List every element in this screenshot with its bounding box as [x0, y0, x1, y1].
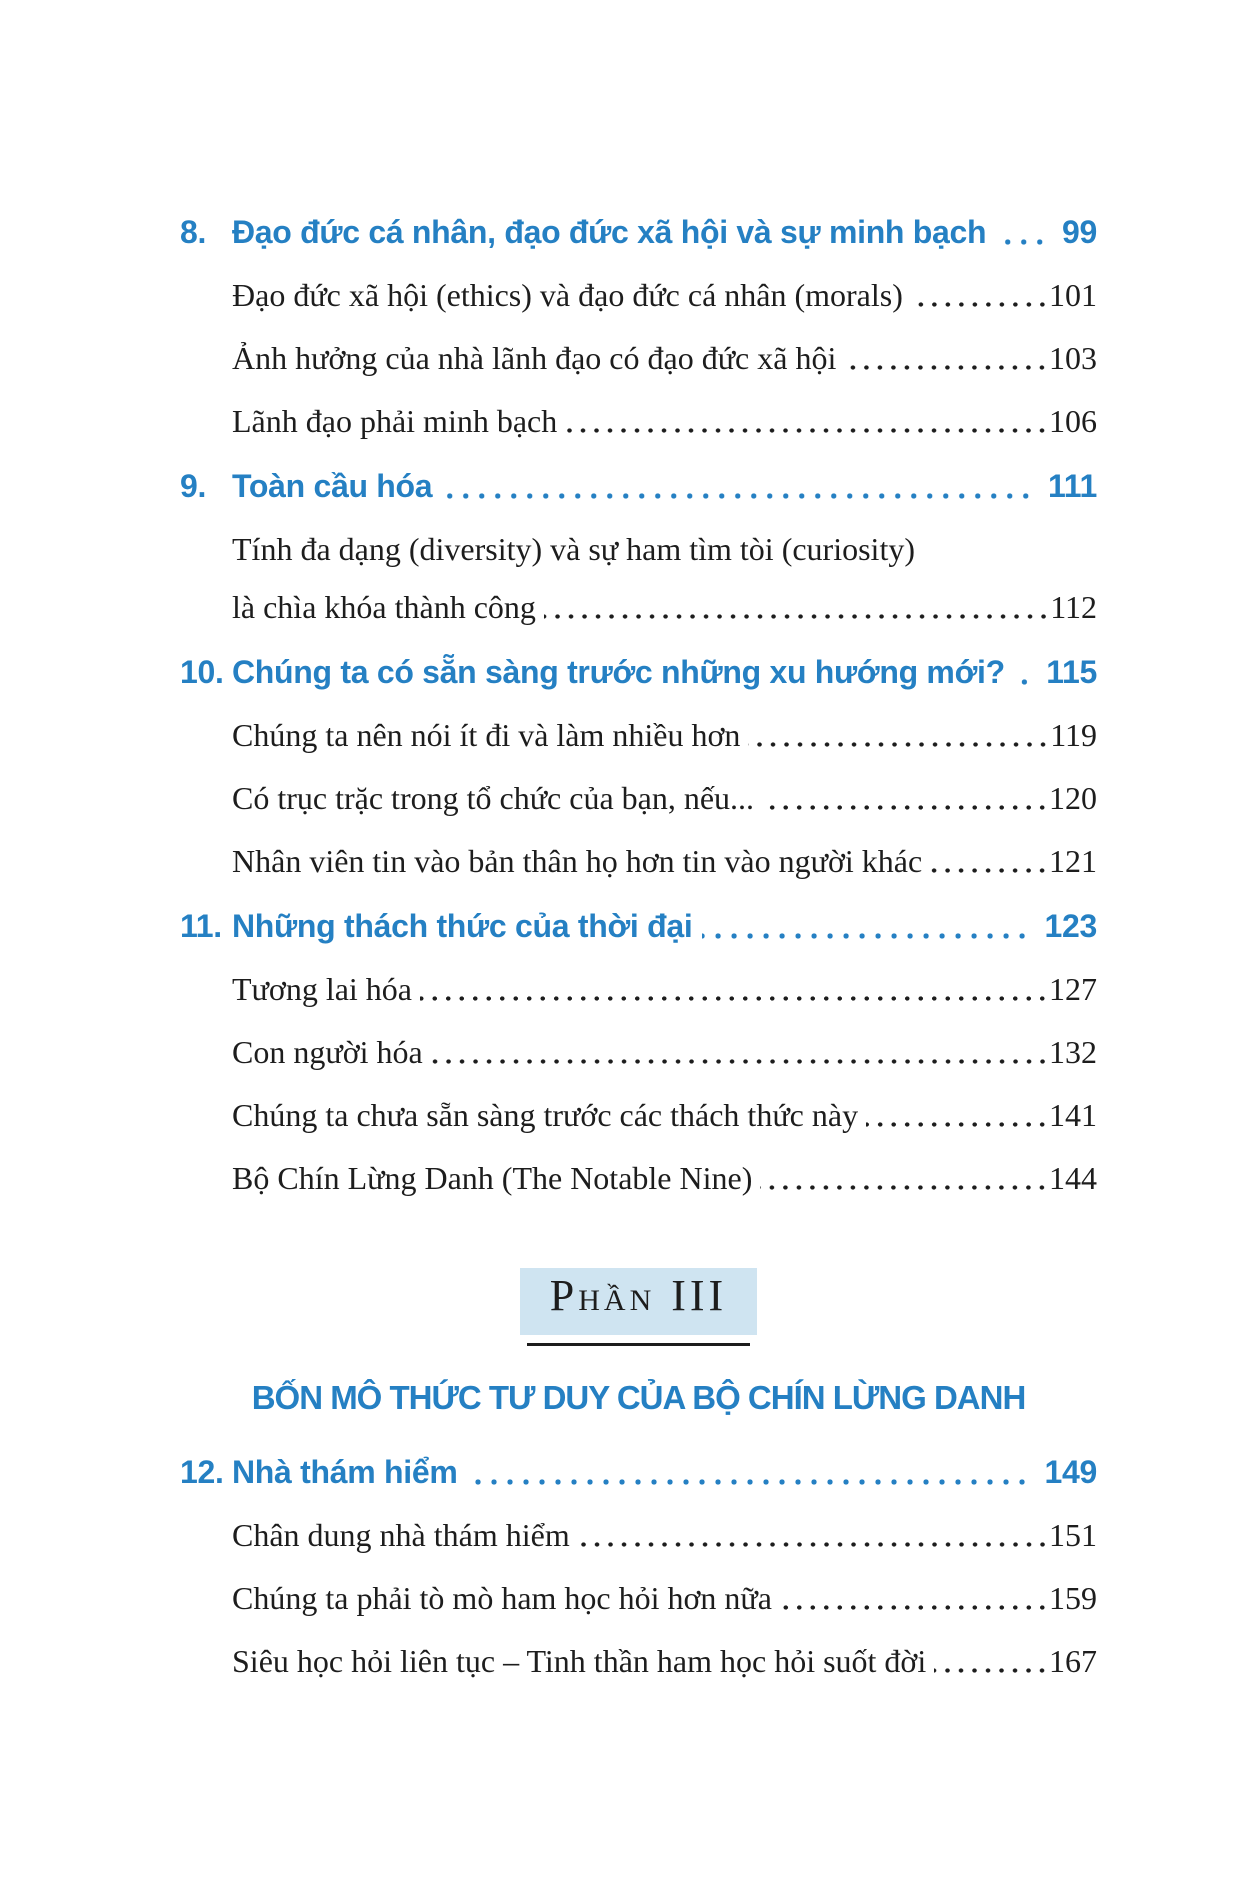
toc-entry-chapter	[180, 210, 1097, 254]
section-label-smallcaps: HẦN	[578, 1284, 656, 1317]
entry-title-line1: Tính đa dạng (diversity) và sự ham tìm tòi (curiosity)	[232, 531, 915, 567]
toc-entry-sub	[180, 1095, 1097, 1135]
entry-title: Siêu học hỏi liên tục – Tinh thần ham học hỏi suốt đời	[232, 1643, 927, 1679]
entry-title: Có trục trặc trong tổ chức của bạn, nếu...	[232, 780, 755, 816]
toc-entry-sub	[180, 338, 1097, 378]
toc-entry-sub	[180, 778, 1097, 818]
toc-entry-sub	[180, 401, 1097, 441]
toc-entry-sub	[180, 1578, 1097, 1618]
entry-title: Toàn cầu hóa	[232, 468, 433, 504]
entry-page-number: 149	[1044, 1454, 1097, 1490]
entry-title-line2: là chìa khóa thành công	[232, 589, 536, 625]
dot-leader	[578, 1541, 1049, 1548]
dot-leader	[844, 364, 1049, 371]
dot-leader	[934, 1667, 1049, 1674]
dot-leader	[544, 613, 1050, 620]
toc-entry-sub	[180, 969, 1097, 1009]
entry-page-number: 112	[1050, 589, 1097, 625]
dot-leader	[866, 1121, 1049, 1128]
entry-page-number: 151	[1049, 1517, 1097, 1553]
entry-page-number: 167	[1049, 1643, 1097, 1679]
entry-title: Ảnh hưởng của nhà lãnh đạo có đạo đức xã hội	[232, 340, 837, 376]
entry-page-number: 144	[1049, 1160, 1097, 1196]
dot-leader	[420, 995, 1049, 1002]
dot-leader	[911, 301, 1049, 308]
chapter-number: 12.	[180, 1454, 224, 1490]
entry-page-number: 141	[1049, 1097, 1097, 1133]
dot-leader	[565, 427, 1049, 434]
toc-entry-sub	[180, 1515, 1097, 1555]
section-label-numeral: III	[671, 1271, 728, 1320]
toc-entry-sub	[180, 1032, 1097, 1072]
entry-title: Chân dung nhà thám hiểm	[232, 1517, 570, 1553]
entry-page-number: 111	[1048, 468, 1097, 504]
toc-entry-sub	[180, 1641, 1097, 1681]
dot-leader	[748, 741, 1050, 748]
entry-page-number: 106	[1049, 403, 1097, 439]
toc-entry-sub	[180, 841, 1097, 881]
entry-page-number: 115	[1046, 654, 1097, 690]
entry-page-number: 99	[1062, 214, 1097, 250]
entry-page-number: 103	[1049, 340, 1097, 376]
dot-leader	[762, 804, 1049, 811]
entry-page-number: 101	[1049, 277, 1097, 313]
toc-entry-sub-twoline	[180, 529, 1097, 627]
entry-page-number: 132	[1049, 1034, 1097, 1070]
entry-title: Chúng ta nên nói ít đi và làm nhiều hơn	[232, 717, 741, 753]
chapter-number: 11.	[180, 908, 222, 944]
dot-leader	[1015, 678, 1032, 686]
dot-leader	[467, 1478, 1030, 1486]
entry-page-number: 121	[1049, 843, 1097, 879]
entry-page-number: 119	[1050, 717, 1097, 753]
entry-title: Lãnh đạo phải minh bạch	[232, 403, 558, 439]
entry-title: Chúng ta có sẵn sàng trước những xu hướng mới?	[232, 654, 1005, 690]
entry-title: Đạo đức cá nhân, đạo đức xã hội và sự minh bạch	[232, 214, 987, 250]
entry-title: Bộ Chín Lừng Danh (The Notable Nine)	[232, 1160, 753, 1196]
toc-entry-sub	[180, 715, 1097, 755]
entry-page-number: 127	[1049, 971, 1097, 1007]
dot-leader	[780, 1604, 1049, 1611]
section-label	[520, 1268, 757, 1346]
entry-title: Chúng ta chưa sẵn sàng trước các thách thức này	[232, 1097, 859, 1133]
entry-title: Đạo đức xã hội (ethics) và đạo đức cá nhân (morals)	[232, 277, 903, 313]
entry-title: Những thách thức của thời đại	[232, 908, 693, 944]
dot-leader	[930, 867, 1049, 874]
table-of-contents	[180, 210, 1097, 1681]
toc-entry-chapter	[180, 464, 1097, 508]
chapter-number: 10.	[180, 654, 224, 690]
toc-entry-chapter	[180, 904, 1097, 948]
part-heading: BỐN MÔ THỨC TƯ DUY CỦA BỘ CHÍN LỪNG DANH	[251, 1379, 1026, 1416]
section-label-initial: P	[549, 1271, 579, 1320]
dot-leader	[702, 932, 1030, 940]
dot-leader	[431, 1058, 1049, 1065]
entry-page-number: 120	[1049, 780, 1097, 816]
dot-leader	[760, 1184, 1049, 1191]
chapter-number: 8.	[180, 214, 207, 250]
entry-page-number: 159	[1049, 1580, 1097, 1616]
entry-title: Chúng ta phải tò mò ham học hỏi hơn nữa	[232, 1580, 772, 1616]
chapter-number: 9.	[180, 468, 207, 504]
toc-entry-chapter	[180, 650, 1097, 694]
entry-title: Nhà thám hiểm	[232, 1454, 458, 1490]
toc-entry-chapter	[180, 1450, 1097, 1494]
entry-page-number: 123	[1044, 908, 1097, 944]
toc-entry-sub	[180, 275, 1097, 315]
dot-leader	[442, 492, 1034, 500]
entry-title: Tương lai hóa	[232, 971, 412, 1007]
section-label-box	[520, 1268, 757, 1335]
toc-entry-sub	[180, 1158, 1097, 1198]
dot-leader	[996, 238, 1048, 246]
section-divider	[527, 1343, 750, 1346]
entry-title: Con người hóa	[232, 1034, 423, 1070]
entry-title: Nhân viên tin vào bản thân họ hơn tin vào người khác	[232, 843, 923, 879]
